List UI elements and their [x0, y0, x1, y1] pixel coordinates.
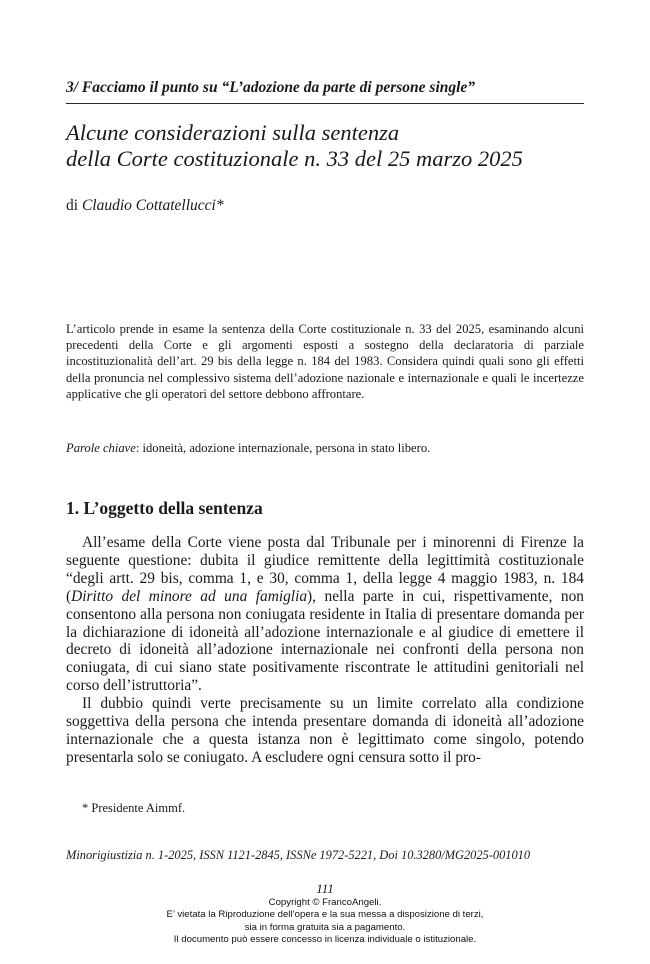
copyright-line: Il documento può essere concesso in licenza individuale o istituzionale. [173, 934, 477, 946]
keywords [66, 440, 584, 456]
page-number: 111 [316, 881, 334, 896]
author-name: Claudio Cottatellucci* [81, 197, 224, 214]
copyright-line: E’ vietata la Riproduzione dell’opera e la sua messa a disposizione di terzi, [166, 909, 484, 921]
footnote: * Presidente Aimmf. [82, 801, 186, 815]
copyright-notice [66, 897, 584, 947]
title-line-1: Alcune considerazioni sulla sentenza [66, 120, 400, 145]
journal-citation: Minorigiustizia n. 1-2025, ISSN 1121-2845, ISSNe 1972-5221, Doi 10.3280/MG2025-001010 [66, 848, 531, 862]
abstract: L’articolo prende in esame la sentenza della Corte costituzionale n. 33 del 2025, esaminando alcuni precedenti della Corte e gli argomenti esposti a sostegno della declaratoria di parziale incostituzionalità dell’art. 29 bis della legge n. 184 del 1983. Considera quindi quali sono gli effetti della pronuncia nel complessivo sistema dell’adozione nazionale e internazionale e quali le incertezze applicative che gli operatori del settore debbono affrontare. [66, 322, 584, 401]
title-line-2: della Corte costituzionale n. 33 del 25 marzo 2025 [66, 146, 523, 171]
keywords-label: Parole chiave [66, 441, 136, 455]
author-prefix: di [66, 197, 82, 214]
paragraph-2: Il dubbio quindi verte precisamente su un limite correlato alla condizione soggettiva della persona che intenda presentare domanda di idoneità all’adozione internazionale che a questa istanza non è legittimato come singolo, potendo presentarla solo se coniugato. A escludere ogni censura sotto il pro- [66, 695, 584, 766]
section-1-heading: 1. L’oggetto della sentenza [66, 498, 263, 518]
section-divider [66, 103, 584, 104]
p1-law-title: Diritto del minore ad una famiglia [71, 587, 308, 605]
author-line [66, 196, 224, 216]
body-text [66, 534, 584, 767]
paragraph-1 [66, 534, 584, 695]
copyright-line: sia in forma gratuita sia a pagamento. [244, 921, 406, 933]
keywords-text: : idoneità, adozione internazionale, persona in stato libero. [135, 441, 431, 455]
article-title [66, 120, 584, 172]
p1-text-a: All’esame della Corte viene posta dal Tribunale per i minorenni di Firenze la seguente questione: dubita il giudice remittente della legittimità costituzionale “degli artt. 29 bis, comma 1, e 30, comma 1, della legge 4 maggio 1983, n. 184 ( [66, 534, 584, 605]
p1-text-b: ), nella parte in cui, rispettivamente, non consentono alla persona non coniugata residente in Italia di presentare domanda per la dichiarazione di idoneità all’adozione internazionale e al giudice di emettere il decreto di idoneità all’adozione internazionale nei confronti della persona non coniugata, di cui siano state positivamente riscontrate le attitudini genitoriali nel corso dell’istruttoria”. [66, 587, 584, 695]
section-heading: 3/ Facciamo il punto su “L’adozione da parte di persone single” [66, 79, 476, 96]
copyright-line: Copyright © FrancoAngeli. [268, 897, 382, 908]
